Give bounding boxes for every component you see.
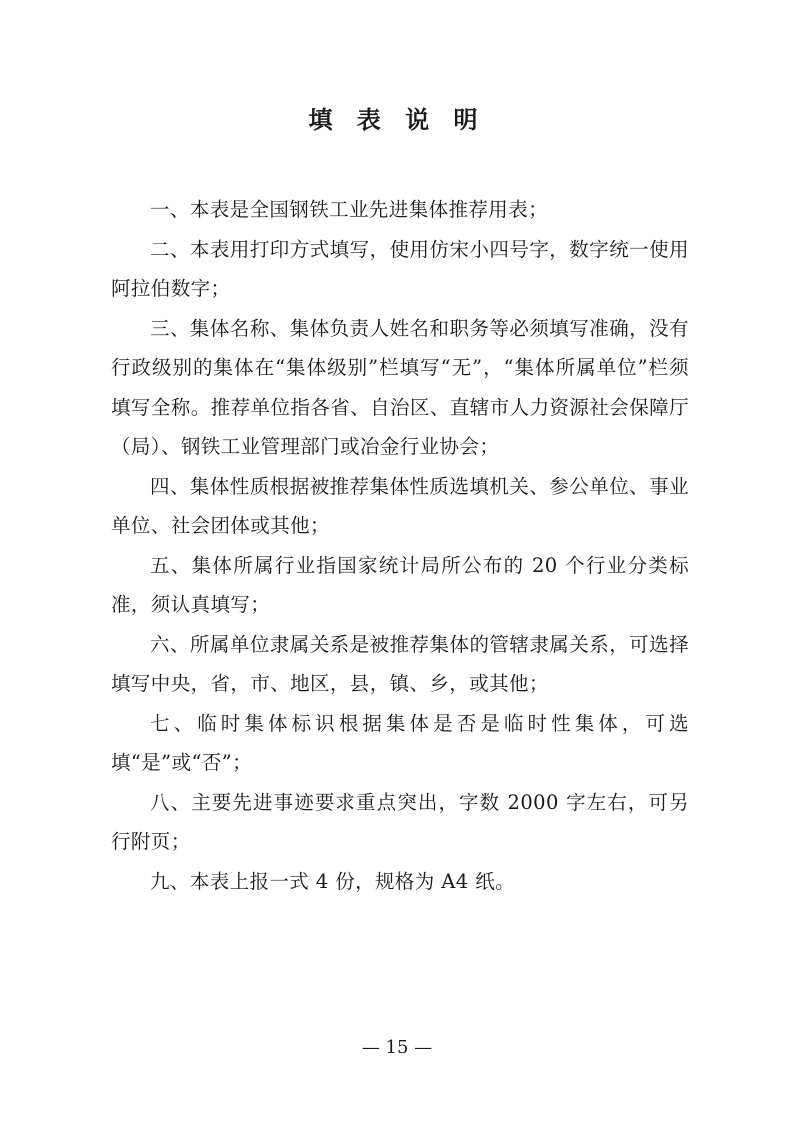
instruction-paragraph-2: 二、本表用打印方式填写，使用仿宋小四号字，数字统一使用阿拉伯数字； [111,237,689,300]
instruction-paragraph-6: 六、所属单位隶属关系是被推荐集体的管辖隶属关系，可选择填写中央，省，市、地区，县，镇、乡，或其他； [111,632,689,695]
instruction-paragraph-3: 三、集体名称、集体负责人姓名和职务等必须填写准确，没有行政级别的集体在“集体级别”栏填写“无”，“集体所属单位”栏须填写全称。推荐单位指各省、自治区、直辖市人力资源社会保障厅（局）、钢铁工业管理部门或冶金行业协会； [111,316,689,458]
page-number: — 15 — [361,1037,433,1058]
instructions-body [111,190,689,901]
instruction-paragraph-4: 四、集体性质根据被推荐集体性质选填机关、参公单位、事业单位、社会团体或其他； [111,474,689,537]
page-title: 填 表 说 明 [308,106,486,134]
instruction-paragraph-8: 八、主要先进事迹要求重点突出，字数 2000 字左右，可另行附页； [111,790,689,853]
instruction-paragraph-7: 七、临时集体标识根据集体是否是临时性集体，可选填“是”或“否”； [111,711,689,774]
instruction-paragraph-5: 五、集体所属行业指国家统计局所公布的 20 个行业分类标准，须认真填写； [111,553,689,616]
instruction-paragraph-1: 一、本表是全国钢铁工业先进集体推荐用表； [150,198,549,221]
instruction-paragraph-9: 九、本表上报一式 4 份，规格为 A4 纸。 [150,869,515,893]
